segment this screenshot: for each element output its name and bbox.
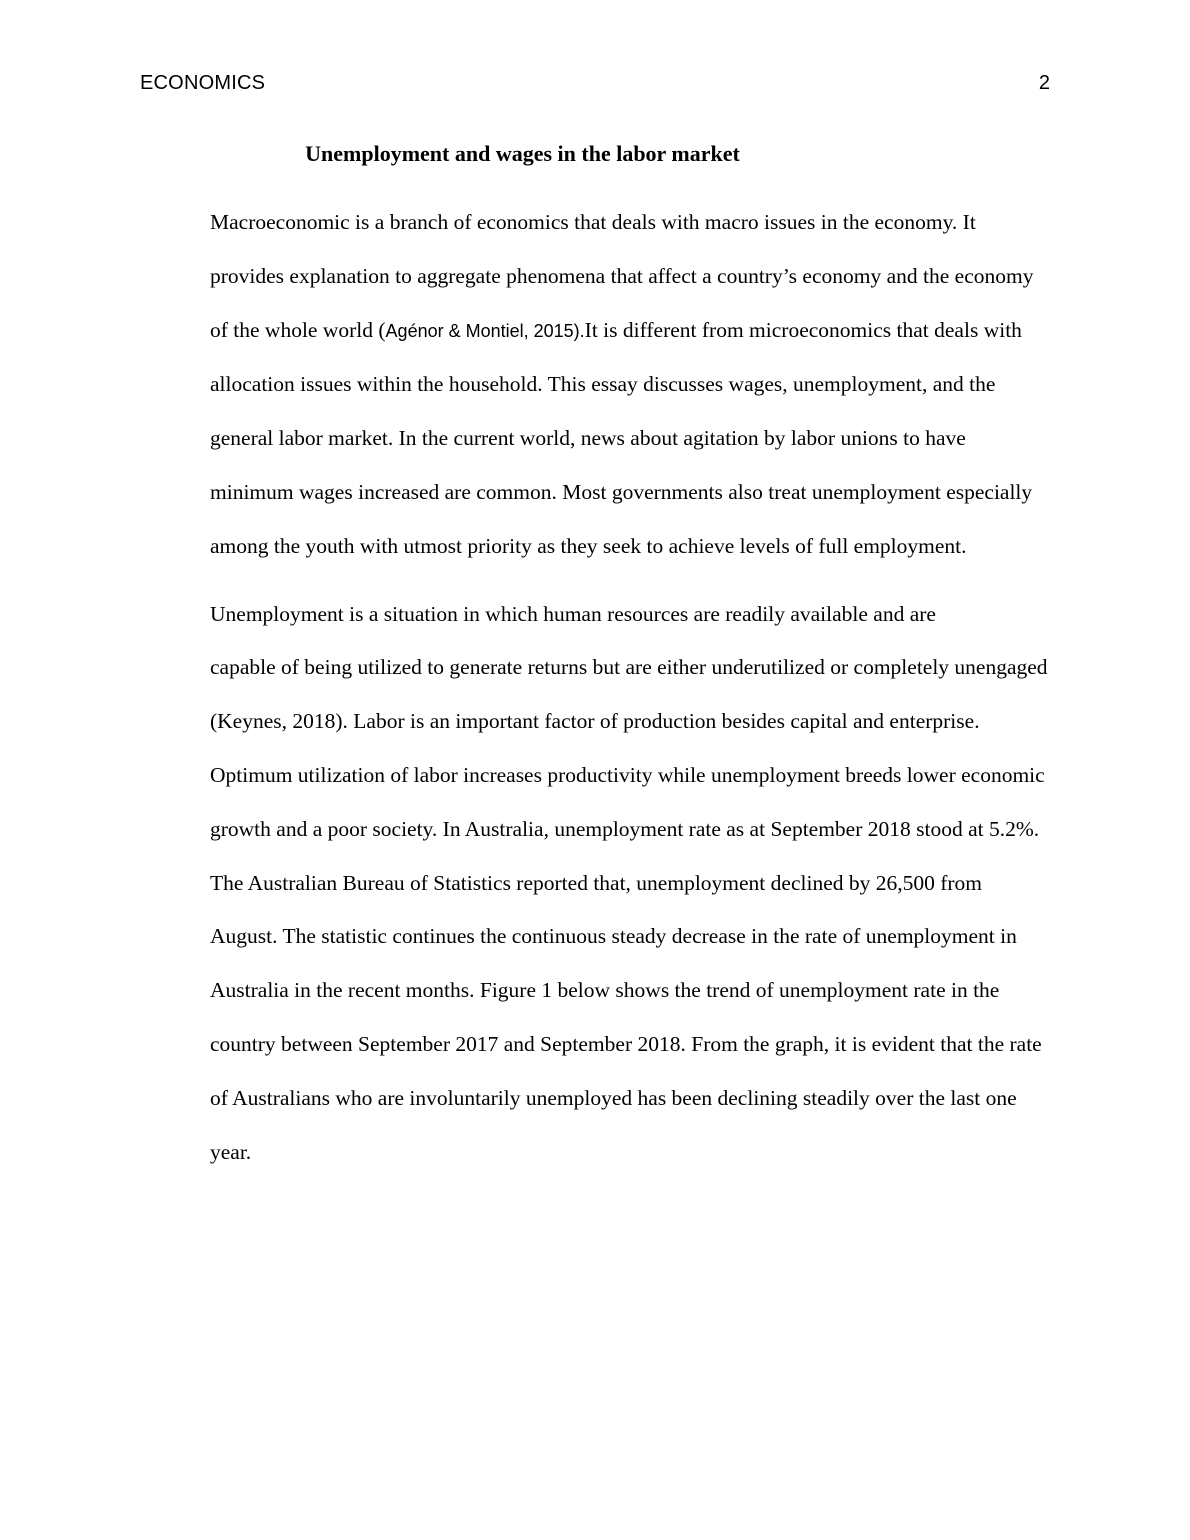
text-line: among the youth with utmost priority as they seek to achieve levels of full employment. (210, 533, 967, 558)
text-line: growth and a poor society. In Australia, unemployment rate as at September 2018 stood at 5.2%. (210, 816, 1040, 841)
text-line: of Australians who are involuntarily unemployed has been declining steadily over the last one (210, 1085, 1017, 1110)
text-line: Macroeconomic is a branch of economics that deals with macro issues in the economy. It (210, 210, 976, 234)
text-fragment: of the whole world ( (210, 317, 386, 342)
text-line: allocation issues within the household. This essay discusses wages, unemployment, and the (210, 372, 996, 397)
text-line: Unemployment is a situation in which human resources are readily available and are (210, 601, 936, 626)
text-line: year. (210, 1139, 252, 1164)
text-line: The Australian Bureau of Statistics reported that, unemployment declined by 26,500 from (210, 870, 983, 895)
text-line: general labor market. In the current world, news about agitation by labor unions to have (210, 426, 966, 451)
text-line-with-citation (140, 304, 1055, 359)
text-fragment: It is different from microeconomics that deals with (584, 317, 1022, 342)
text-line: Optimum utilization of labor increases productivity while unemployment breeds lower economic (210, 762, 1045, 787)
page-number: 2 (1038, 72, 1050, 94)
text-line: country between September 2017 and September 2018. From the graph, it is evident that the rate (210, 1031, 1042, 1056)
text-line: (Keynes, 2018). Labor is an important factor of production besides capital and enterprise. (210, 709, 980, 734)
running-head: ECONOMICS (140, 72, 266, 94)
paragraph-intro (140, 196, 1055, 574)
text-line: capable of being utilized to generate returns but are either underutilized or completely unengaged (210, 655, 1048, 680)
paragraph-unemployment (140, 588, 1055, 1180)
text-line: August. The statistic continues the continuous steady decrease in the rate of unemployment in (210, 924, 1017, 949)
document-title: Unemployment and wages in the labor market (305, 141, 740, 166)
text-line: minimum wages increased are common. Most governments also treat unemployment especially (210, 479, 1033, 504)
text-line: provides explanation to aggregate phenomena that affect a country’s economy and the economy (210, 263, 1034, 288)
citation: Agénor & Montiel, 2015). (385, 320, 585, 341)
text-line: Australia in the recent months. Figure 1 below shows the trend of unemployment rate in the (210, 978, 1000, 1003)
document-body (140, 196, 1055, 1193)
